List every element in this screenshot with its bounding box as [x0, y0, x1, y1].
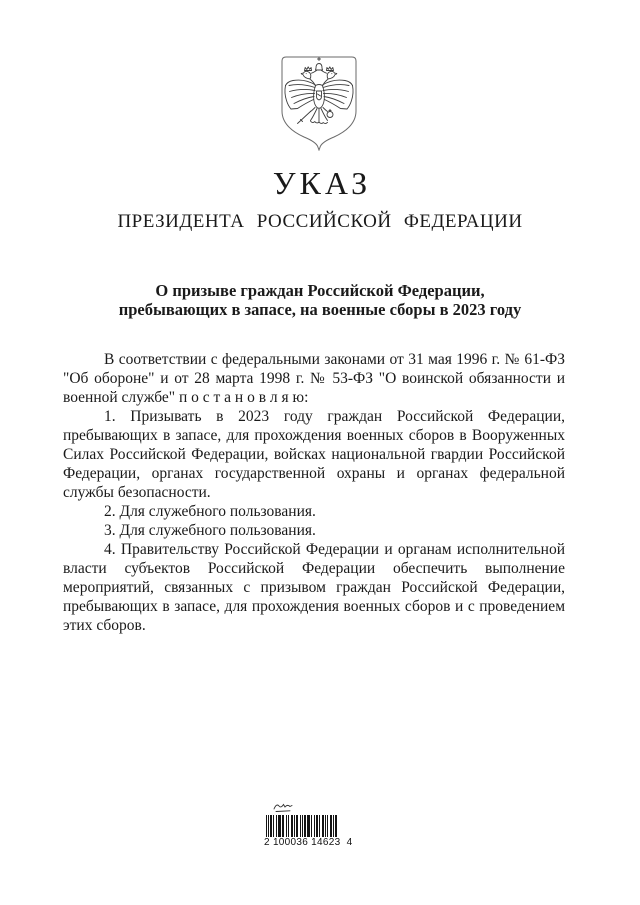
decree-issuer: ПРЕЗИДЕНТА РОССИЙСКОЙ ФЕДЕРАЦИИ	[117, 211, 523, 232]
decree-paragraph-item-4: 4. Правительству Российской Федерации и органам исполнительной власти субъектов Российской Федерации обеспечить выполнение мероприятий, связанных с призывом граждан Российской Федерации, пребывающих в запасе, для прохождения военных сборов и с проведением этих сборов.	[63, 541, 565, 634]
double-headed-eagle-icon	[277, 55, 361, 151]
signature-mark-icon	[272, 801, 296, 814]
barcode-block	[266, 815, 353, 849]
decree-subject-line1: О призыве граждан Российской Федерации,	[155, 281, 485, 300]
decree-paragraph-item-3: 3. Для служебного пользования.	[104, 522, 316, 539]
decree-subject	[0, 281, 640, 319]
decree-subject-line2: пребывающих в запасе, на военные сборы в 2023 году	[118, 300, 522, 319]
decree-paragraph-item-1: 1. Призывать в 2023 году граждан Российской Федерации, пребывающих в запасе, для прохождения военных сборов в Вооруженных Силах Российской Федерации, войсках национальной гвардии Российской Федерации, органах государственной охраны и органах федеральной службы безопасности.	[63, 408, 565, 501]
russia-coat-of-arms-icon	[277, 55, 361, 151]
decree-title: УКАЗ	[272, 165, 372, 201]
decree-body	[63, 350, 565, 635]
decree-paragraph-preamble: В соответствии с федеральными законами от 31 мая 1996 г. № 61-ФЗ "Об обороне" и от 28 марта 1998 г. № 53-ФЗ "О воинской обязанности и военной службе" п о с т а н о в л я ю:	[63, 351, 565, 406]
barcode	[266, 815, 353, 837]
decree-paragraph-item-2: 2. Для служебного пользования.	[104, 503, 316, 520]
barcode-number: 2 100036 14623 4	[264, 837, 353, 848]
